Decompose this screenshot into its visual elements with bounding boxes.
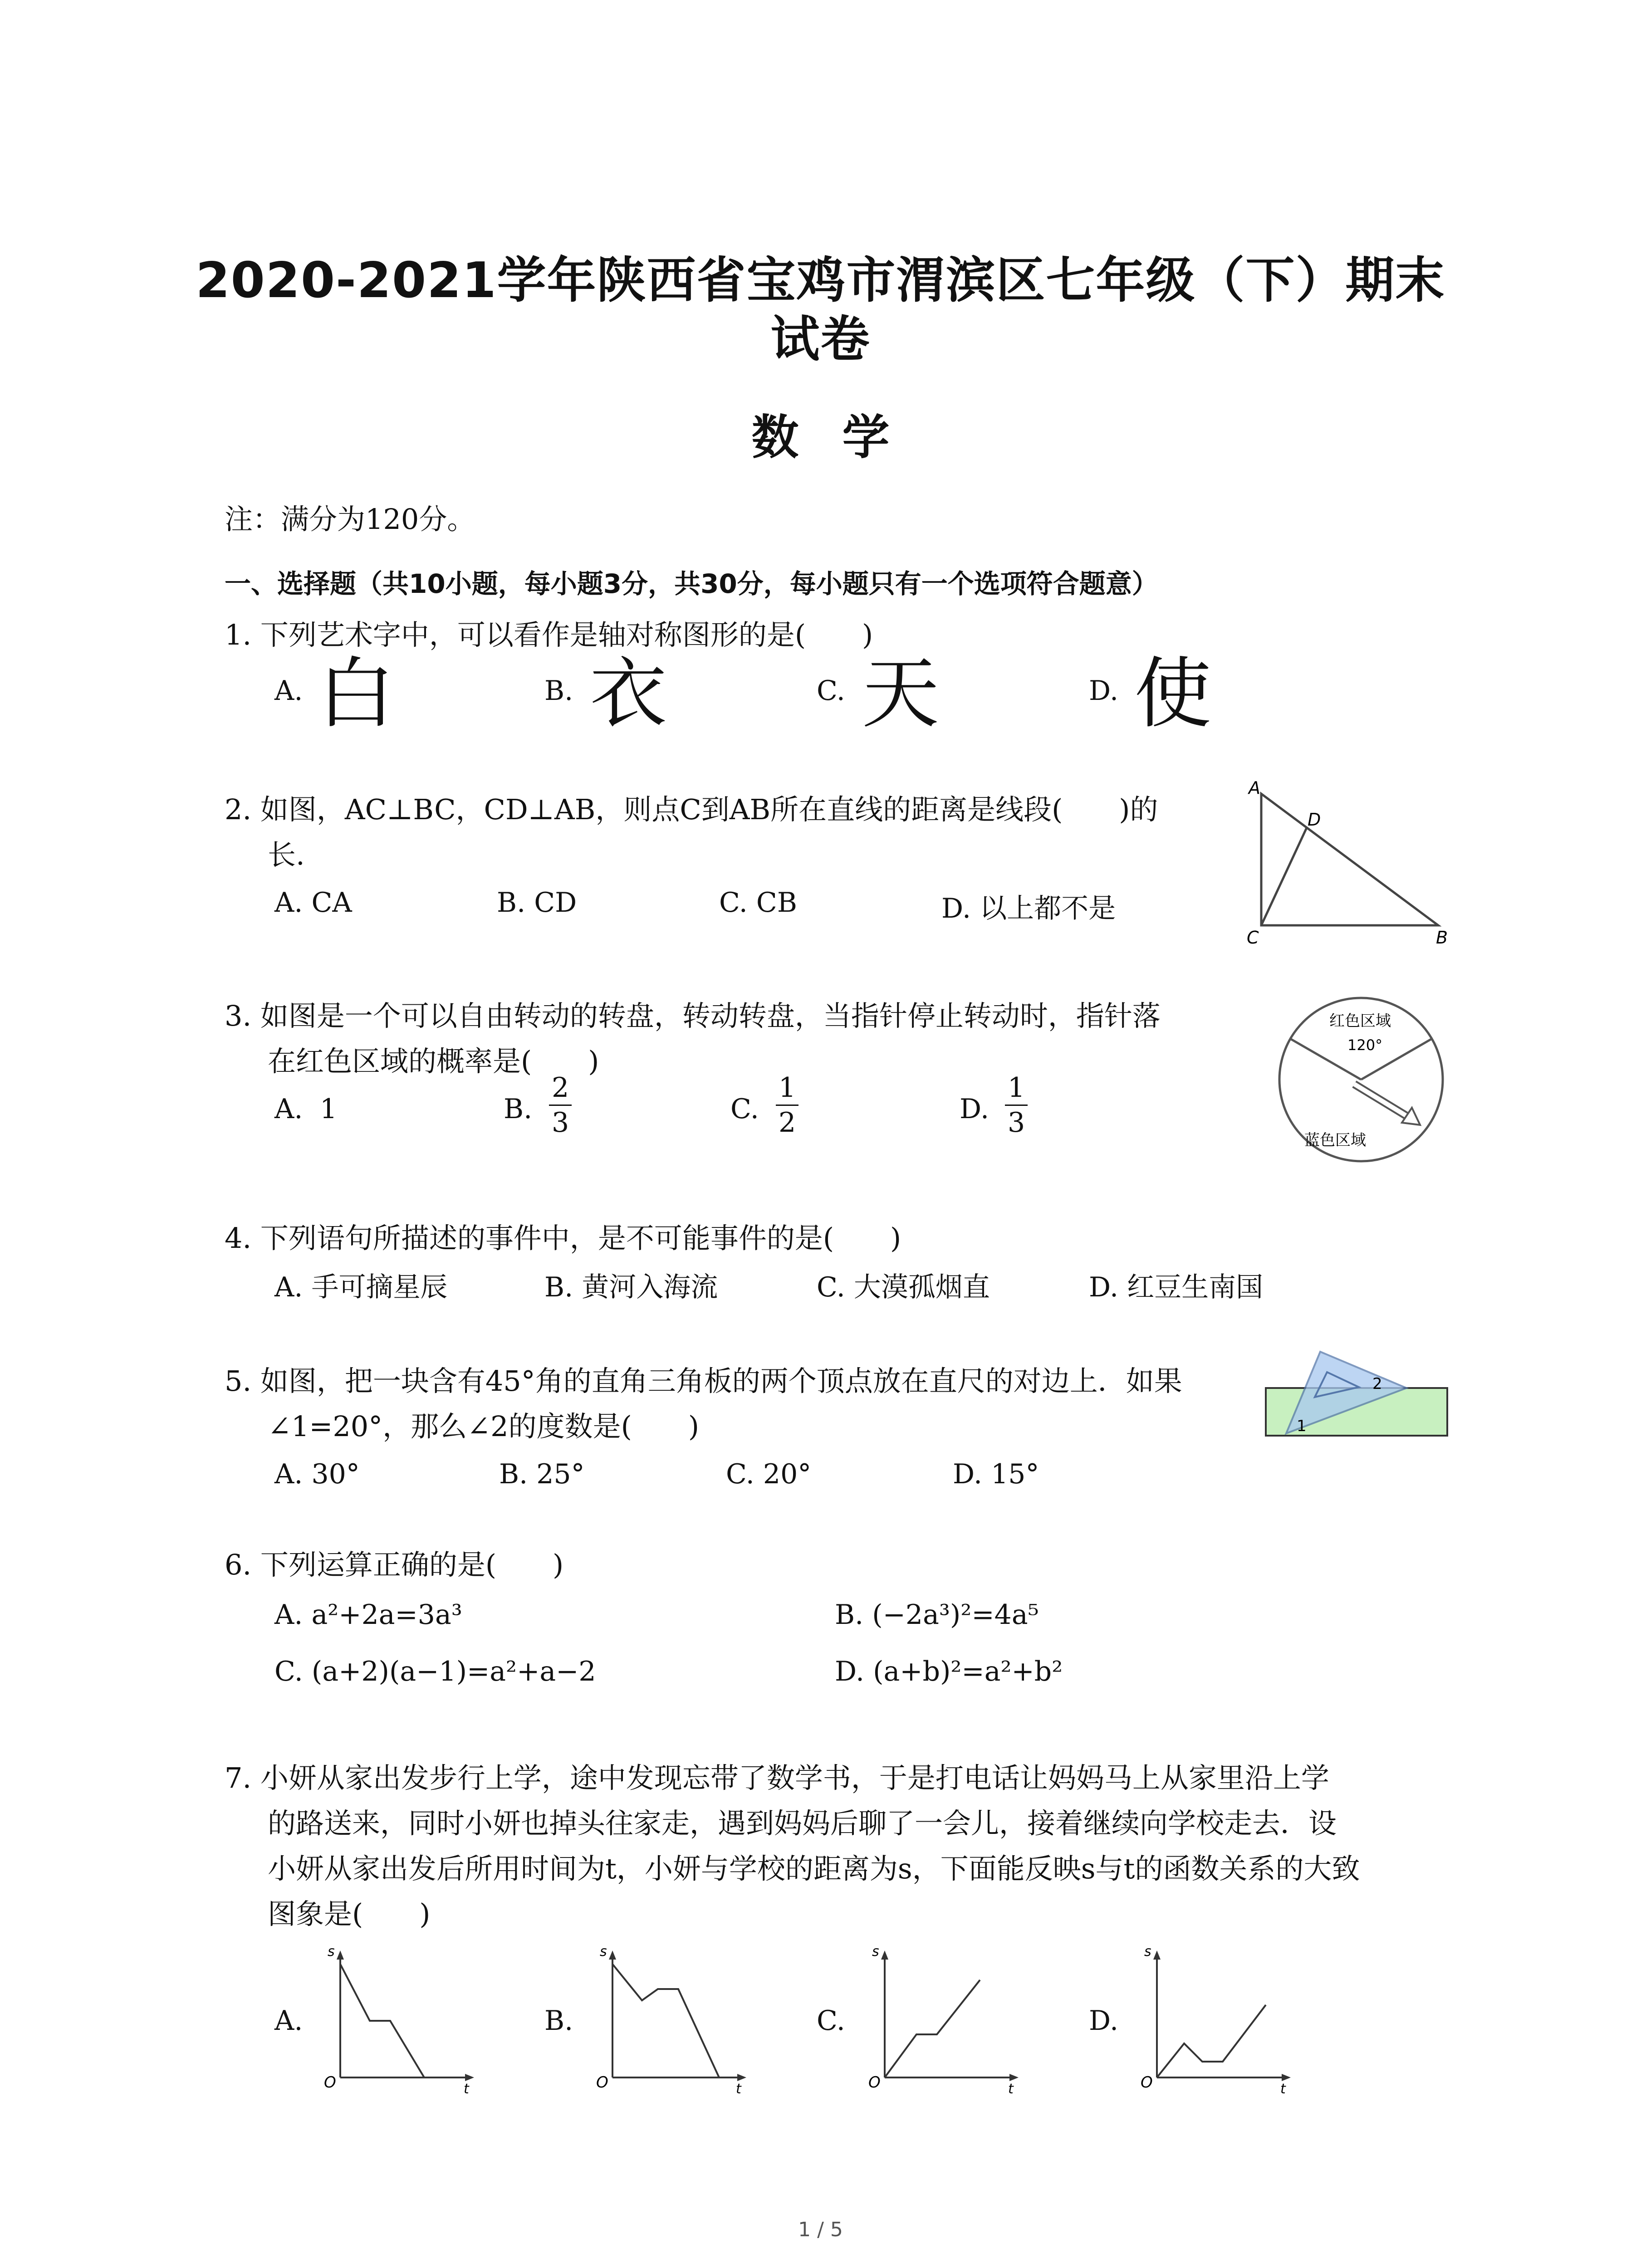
q1-stem: 1. 下列艺术字中，可以看作是轴对称图形的是( )	[225, 618, 873, 651]
q7-graph-d-origin: O	[1141, 2073, 1153, 2092]
q5-ruler-triangle-figure	[1261, 1347, 1452, 1447]
q7-graph-a	[318, 1946, 481, 2096]
q7-graph-c-origin: O	[868, 2073, 881, 2092]
q6-option-d: D. (a+b)²=a²+b²	[835, 1656, 1063, 1687]
q1-label-b: B.	[544, 675, 573, 707]
q7-graph-b-line	[612, 1964, 719, 2077]
q7-graph-d-x-label: t	[1280, 2081, 1286, 2096]
q6-option-b: B. (−2a³)²=4a⁵	[835, 1599, 1039, 1631]
q7-label-b: B.	[544, 2005, 573, 2037]
q7-graph-c-x-label: t	[1008, 2081, 1014, 2096]
q7-graph-a-x-label: t	[464, 2081, 469, 2096]
score-note: 注：满分为120分。	[225, 503, 475, 536]
q3-option-b-denominator: 3	[552, 1107, 569, 1139]
q3-red-region-label: 红色区域	[1329, 1012, 1391, 1030]
subject-title: 数学	[751, 410, 933, 465]
q7-stem-line3: 小妍从家出发后所用时间为t，小妍与学校的距离为s，下面能反映s与t的函数关系的大致	[268, 1852, 1360, 1885]
q3-option-d-fraction	[1005, 1073, 1028, 1138]
q1-char-d: 使	[1134, 649, 1212, 739]
q5-angle2-label: 2	[1372, 1375, 1382, 1393]
q6-stem: 6. 下列运算正确的是( )	[225, 1548, 564, 1581]
q3-option-c-denominator: 2	[779, 1107, 796, 1139]
q2-triangle-figure	[1234, 780, 1452, 948]
q4-option-b: B. 黄河入海流	[544, 1271, 718, 1303]
q7-graph-c	[862, 1946, 1025, 2096]
q1-char-c: 天	[862, 649, 940, 739]
q3-label-d: D.	[960, 1093, 989, 1125]
q5-angle1-label: 1	[1297, 1417, 1307, 1435]
q2-option-b: B. CD	[497, 887, 577, 919]
q4-stem: 4. 下列语句所描述的事件中，是不可能事件的是( )	[225, 1222, 901, 1255]
q7-label-d: D.	[1089, 2005, 1119, 2037]
q1-char-b: 衣	[590, 649, 667, 739]
q7-graph-b-x-label: t	[736, 2081, 741, 2096]
q5-stem-line1: 5. 如图，把一块含有45°角的直角三角板的两个顶点放在直尺的对边上．如果	[225, 1364, 1182, 1398]
q2-option-c: C. CB	[719, 887, 797, 919]
exam-title-line1: 2020-2021学年陕西省宝鸡市渭滨区七年级（下）期末	[196, 252, 1445, 309]
q7-stem-line2: 的路送来，同时小妍也掉头往家走，遇到妈妈后聊了一会儿，接着继续向学校走去．设	[268, 1807, 1337, 1840]
q7-graph-b-y-label: s	[600, 1946, 607, 1960]
q5-option-a: A. 30°	[274, 1458, 360, 1490]
q2-option-d: D. 以上都不是	[941, 893, 1116, 924]
q1-label-c: C.	[817, 675, 845, 707]
q3-stem-line2: 在红色区域的概率是( )	[268, 1045, 599, 1078]
q3-option-b-fraction	[549, 1073, 572, 1138]
q2-point-d: D	[1308, 810, 1321, 830]
q3-option-c-numerator: 1	[776, 1073, 798, 1106]
q7-graph-d-y-label: s	[1144, 1946, 1151, 1960]
q5-option-c: C. 20°	[726, 1458, 812, 1490]
q3-label-c: C.	[730, 1093, 759, 1125]
q1-label-d: D.	[1089, 675, 1119, 707]
q7-graph-c-line	[885, 1980, 980, 2077]
q7-label-c: C.	[817, 2005, 845, 2037]
q3-label-b: B.	[504, 1093, 533, 1125]
q7-stem-line4: 图象是( )	[268, 1897, 431, 1931]
q1-char-a: 白	[318, 649, 395, 739]
q3-spinner-figure	[1270, 989, 1452, 1170]
q7-graph-d	[1134, 1946, 1298, 2096]
q6-option-a: A. a²+2a=3a³	[274, 1599, 462, 1631]
q3-blue-region-label: 蓝色区域	[1304, 1131, 1366, 1149]
q3-angle-label: 120°	[1347, 1036, 1383, 1054]
section-heading: 一、选择题（共10小题，每小题3分，共30分，每小题只有一个选项符合题意）	[225, 568, 1158, 599]
page-number: 1 / 5	[798, 2218, 843, 2241]
q3-option-a: 1	[320, 1093, 338, 1125]
q3-option-d-numerator: 1	[1005, 1073, 1028, 1106]
q4-option-d: D. 红豆生南国	[1089, 1271, 1264, 1303]
q3-option-d-denominator: 3	[1008, 1107, 1025, 1139]
q7-graph-b	[590, 1946, 753, 2096]
q4-option-c: C. 大漠孤烟直	[817, 1271, 990, 1303]
q5-option-d: D. 15°	[953, 1458, 1039, 1490]
q3-label-a: A.	[274, 1093, 303, 1125]
exam-title-line2: 试卷	[770, 311, 871, 368]
q3-option-c-fraction	[776, 1073, 798, 1138]
q2-point-c: C	[1247, 928, 1259, 948]
q7-graph-d-line	[1157, 2005, 1266, 2077]
q7-graph-a-line	[340, 1964, 424, 2077]
q2-option-a: A. CA	[274, 887, 352, 919]
q7-graph-a-origin: O	[324, 2073, 336, 2092]
q2-point-b: B	[1436, 928, 1448, 948]
q7-label-a: A.	[274, 2005, 303, 2037]
q5-stem-line2: ∠1=20°，那么∠2的度数是( )	[268, 1410, 700, 1443]
q2-stem-line1: 2. 如图，AC⊥BC，CD⊥AB，则点C到AB所在直线的距离是线段( )的	[225, 793, 1158, 826]
q3-stem-line1: 3. 如图是一个可以自由转动的转盘，转动转盘，当指针停止转动时，指针落	[225, 999, 1161, 1032]
q6-option-c: C. (a+2)(a−1)=a²+a−2	[274, 1656, 596, 1687]
q1-label-a: A.	[274, 675, 303, 707]
q2-point-a: A	[1249, 780, 1260, 798]
q2-stem-line2: 长.	[268, 838, 305, 871]
q7-graph-c-y-label: s	[872, 1946, 879, 1960]
q7-graph-b-origin: O	[596, 2073, 608, 2092]
q4-option-a: A. 手可摘星辰	[274, 1271, 448, 1303]
q3-option-b-numerator: 2	[549, 1073, 572, 1106]
q5-option-b: B. 25°	[499, 1458, 585, 1490]
q7-graph-a-y-label: s	[328, 1946, 335, 1960]
q7-stem-line1: 7. 小妍从家出发步行上学，途中发现忘带了数学书，于是打电话让妈妈马上从家里沿上学	[225, 1761, 1329, 1794]
